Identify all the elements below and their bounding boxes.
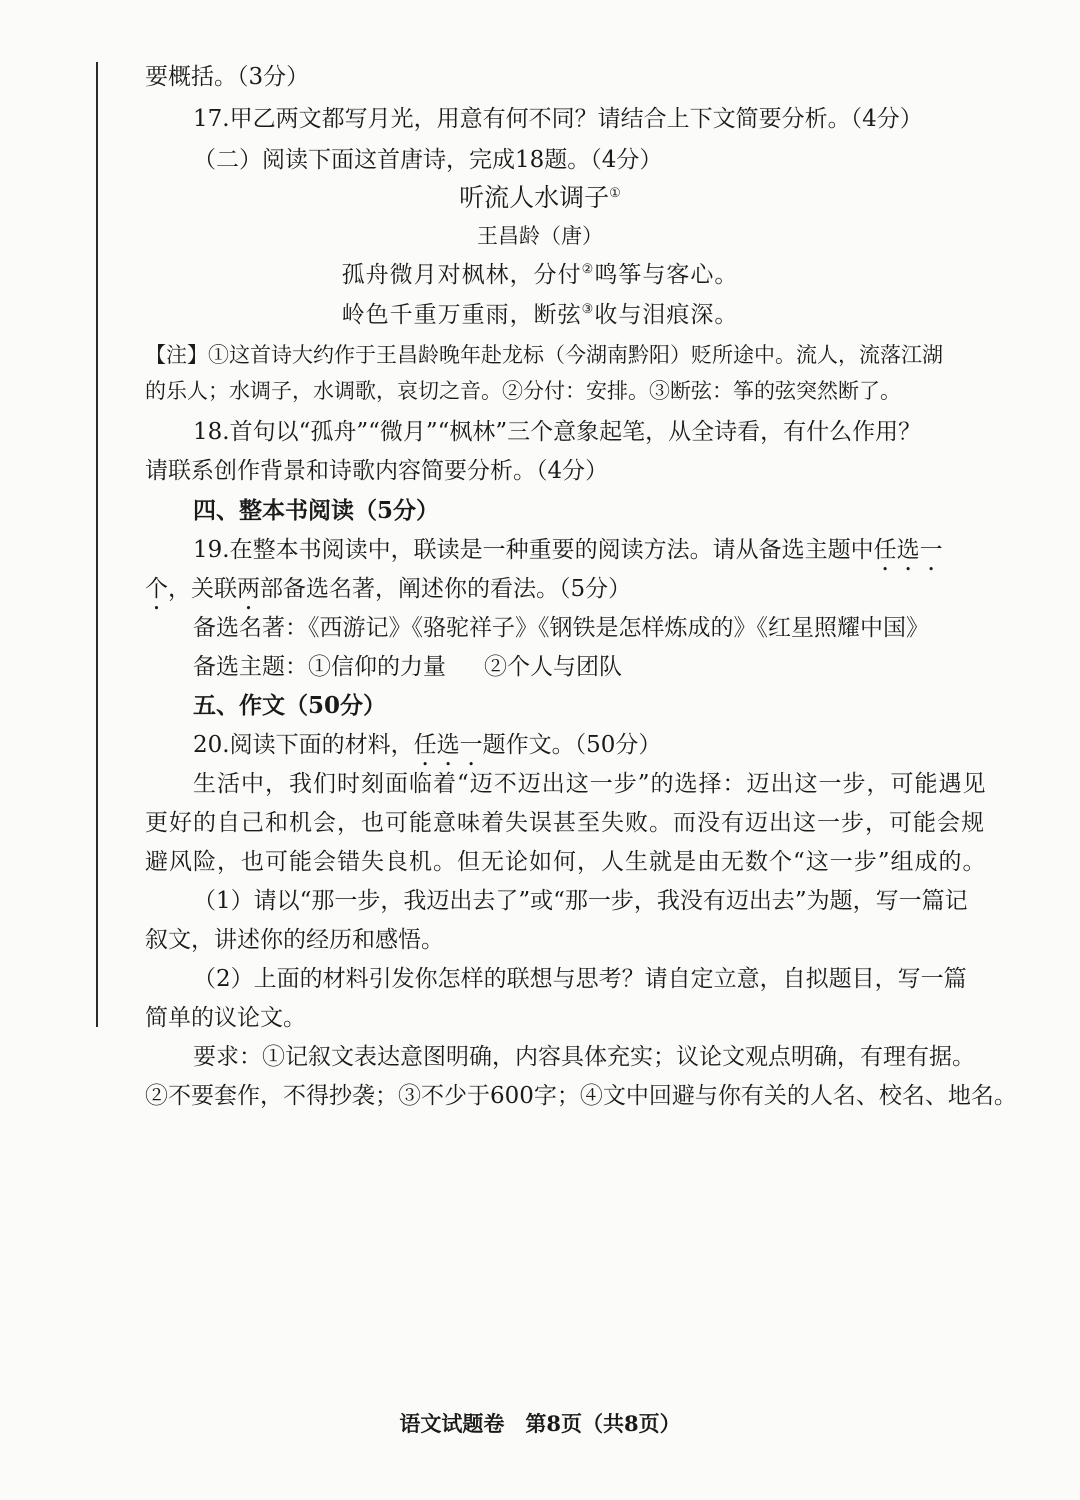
poem-line-text: 孤舟微月对枫林，分付	[341, 262, 582, 288]
footnote-marker: ①	[609, 186, 621, 201]
poem-line-2	[0, 300, 1080, 330]
poem-line-text: 岭色千重万重雨，断弦	[341, 302, 582, 328]
emphasis-char: 任	[413, 732, 437, 758]
prompt-2: （2）上面的材料引发你怎样的联想与思考？请自定立意，自拟题目，写一篇	[193, 966, 967, 992]
footnote-marker: ②	[581, 262, 595, 277]
poem-note: 的乐人；水调子，水调歌，哀切之音。②分付：安排。③断弦：筝的弦突然断了。	[145, 379, 901, 403]
emphasis-char: 一	[919, 537, 943, 563]
candidate-books: 备选名著：《西游记》《骆驼祥子》《钢铁是怎样炼成的》《红星照耀中国》	[193, 615, 929, 641]
candidate-themes	[193, 652, 622, 682]
material-text: 避风险，也可能会错失良机。但无论如何，人生就是由无数个“这一步”组成的。	[145, 849, 987, 875]
question-18: 18.首句以“孤舟”“微月”“枫林”三个意象起笔，从全诗看，有什么作用？	[193, 419, 922, 445]
question-17: 17.甲乙两文都写月光，用意有何不同？请结合上下文简要分析。（4分）	[193, 106, 923, 132]
emphasis-char: 一	[459, 732, 483, 758]
requirements-cont: ②不要套作，不得抄袭；③不少于600字；④文中回避与你有关的人名、校名、地名。	[145, 1083, 1017, 1109]
poem-title	[0, 183, 1080, 213]
question-20	[193, 730, 661, 760]
emphasis-char: 选	[896, 537, 920, 563]
footnote-marker: ③	[581, 302, 595, 317]
emphasis-char: 个	[145, 576, 168, 602]
prompt-2-cont: 简单的议论文。	[145, 1005, 306, 1031]
section-heading-essay: 五、作文（50分）	[193, 692, 387, 719]
question-text: 部备选名著，阐述你的看法。（5分）	[260, 576, 632, 602]
poem-author: 王昌龄（唐）	[477, 224, 603, 248]
prompt-1: （1）请以“那一步，我迈出去了”或“那一步，我没有迈出去”为题，写一篇记	[193, 888, 968, 914]
page-footer: 语文试题卷 第8页（共8页）	[399, 1411, 681, 1436]
poem-note: 【注】①这首诗大约作于王昌龄晚年赴龙标（今湖南黔阳）贬所途中。流人，流落江湖	[145, 343, 943, 367]
question-text: 20.阅读下面的材料，	[193, 732, 414, 758]
text-line: 要概括。（3分）	[145, 64, 310, 90]
section-heading-books: 四、整本书阅读（5分）	[193, 497, 440, 524]
emphasis-char: 两	[237, 576, 260, 602]
question-text: ，关联	[168, 576, 237, 602]
prompt-1-cont: 叙文，讲述你的经历和感悟。	[145, 927, 444, 953]
question-19	[193, 535, 943, 565]
poem-line-text: 收与泪痕深。	[594, 302, 739, 328]
poem-line-1	[0, 260, 1080, 290]
section-heading-poem: （二）阅读下面这首唐诗，完成18题。（4分）	[193, 147, 663, 173]
poem-line-text: 鸣筝与客心。	[594, 262, 739, 288]
material-text: 生活中，我们时刻面临着“迈不迈出这一步”的选择：迈出这一步，可能遇见	[193, 771, 987, 797]
material-text: 更好的自己和机会，也可能意味着失误甚至失败。而没有迈出这一步，可能会规	[145, 810, 985, 836]
poem-title-text: 听流人水调子	[459, 183, 610, 212]
theme-text: ②个人与团队	[484, 654, 622, 680]
question-text: 题作文。（50分）	[482, 732, 662, 758]
emphasis-char: 任	[873, 537, 897, 563]
question-19-cont	[145, 574, 631, 604]
requirements: 要求：①记叙文表达意图明确，内容具体充实；议论文观点明确，有理有据。	[193, 1044, 975, 1070]
question-text: 19.在整本书阅读中，联读是一种重要的阅读方法。请从备选主题中	[193, 537, 874, 563]
emphasis-char: 选	[436, 732, 460, 758]
question-18-cont: 请联系创作背景和诗歌内容简要分析。（4分）	[145, 458, 609, 484]
theme-text: 备选主题：①信仰的力量	[193, 654, 446, 680]
